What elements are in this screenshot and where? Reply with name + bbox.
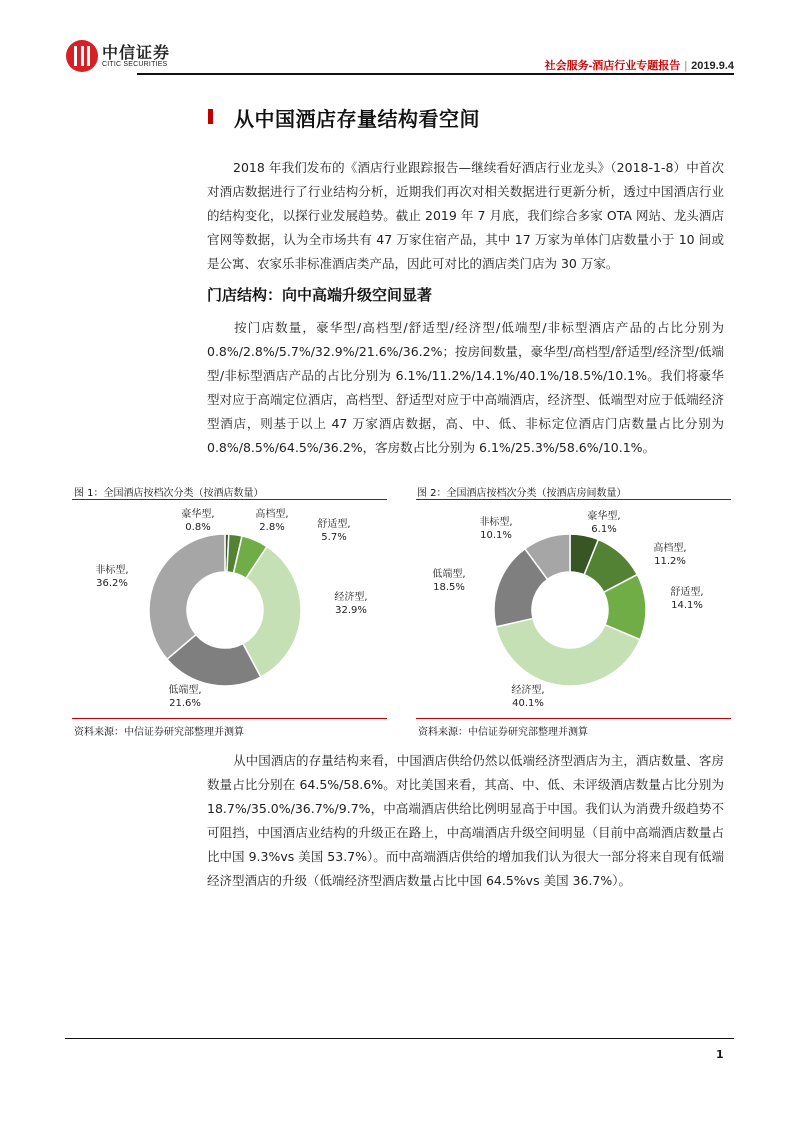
figure-1-source: 资料来源：中信证券研究部整理并测算 [74,727,244,738]
figure-2-labels [416,500,736,715]
report-date: 2019.9.4 [691,60,734,72]
chart1-label-upscale: 高档型, 2.8% [255,509,289,533]
figure-2-title: 图 2：全国酒店按档次分类（按酒店房间数量） [417,488,627,499]
structure-paragraph: 按门店数量，豪华型/高档型/舒适型/经济型/低端型/非标型酒店产品的占比分别为 0.8%/2.8%/5.7%/32.9%/21.6%/36.2%；按房间数量，豪华型/高档型/舒适型/经济型/低端型/非标型酒店产品的占比分别为 6.1%/11.2%/14.1%/40.1%/18.5%/10.1%。我们将豪华型对应于高端定位酒店，高档型、舒适型对应于中高端酒店，经济型、低端型对应于低端经济型酒店，则基于以上 47 万家酒店数据，高、中、低、非标定位酒店门店数量占比分别为 0.8%/8.5%/64.5%/36.2%，客房数占比分别为 6.1%/25.3%/58.6%/10.1%。 [207,320,724,455]
report-header [545,57,734,73]
conclusion-paragraph: 从中国酒店的存量结构来看，中国酒店供给仍然以低端经济型酒店为主，酒店数量、客房数量占比分别在 64.5%/58.6%。对比美国来看，其高、中、低、未评级酒店数量占比分别为 18.7%/35.0%/36.7%/9.7%，中高端酒店供给比例明显高于中国。我们认为消费升级趋势不可阻挡，中国酒店业结构的升级正在路上，中高端酒店升级空间明显（目前中高端酒店数量占比中国 9.3%vs 美国 53.7%）。而中高端酒店供给的增加我们认为很大一部分将来自现有低端经济型酒店的升级（低端经济型酒店数量占比中国 64.5%vs 美国 36.7%）。 [207,753,724,888]
intro-paragraph: 2018 年我们发布的《酒店行业跟踪报告—继续看好酒店行业龙头》（2018-1-8）中首次对酒店数据进行了行业结构分析，近期我们再次对相关数据进行更新分析，透过中国酒店行业的结构变化，以探行业发展趋势。截止 2019 年 7 月底，我们综合多家 OTA 网站、龙头酒店官网等数据，认为全市场共有 47 万家住宿产品，其中 17 万家为单体门店数量小于 10 间或是公寓、农家乐非标准酒店类产品，因此可对比的酒店类门店为 30 万家。 [207,160,724,271]
chart2-label-midscale: 舒适型, 14.1% [670,587,704,611]
footer-divider [65,1038,734,1039]
chart2-label-lowend: 低端型, 18.5% [432,569,466,593]
figure-2-source: 资料来源：中信证券研究部整理并测算 [418,727,588,738]
page-number: 1 [716,1048,724,1061]
chart2-label-economy: 经济型, 40.1% [511,685,545,709]
figure-1-labels [72,500,392,715]
page-title: 从中国酒店存量结构看空间 [234,107,480,131]
chart2-label-upscale: 高档型, 11.2% [653,543,687,567]
figure-1-bottom-rule [72,718,387,719]
chart1-label-economy: 经济型, 32.9% [334,592,368,616]
chart2-label-nonstandard: 非标型, 10.1% [479,517,513,541]
chart1-label-nonstandard: 非标型, 36.2% [95,565,129,589]
chart1-label-lowend: 低端型, 21.6% [168,685,202,709]
citic-logo-icon [66,40,98,72]
header-separator: | [684,60,688,72]
chart1-label-luxury: 豪华型, 0.8% [181,509,215,533]
chart1-label-midscale: 舒适型, 5.7% [317,519,351,543]
figure-2-bottom-rule [416,718,731,719]
header-divider [137,73,734,75]
report-section: 社会服务-酒店行业专题报告 [544,60,681,72]
citic-logo [66,38,176,74]
subheading: 门店结构：向中高端升级空间显著 [207,286,433,304]
logo-cn-text: 中信证券 [102,43,171,62]
title-marker [208,109,213,124]
logo-en-text: CITIC SECURITIES [102,61,168,68]
figure-1-title: 图 1：全国酒店按档次分类（按酒店数量） [74,488,264,499]
chart2-label-luxury: 豪华型, 6.1% [587,511,621,535]
